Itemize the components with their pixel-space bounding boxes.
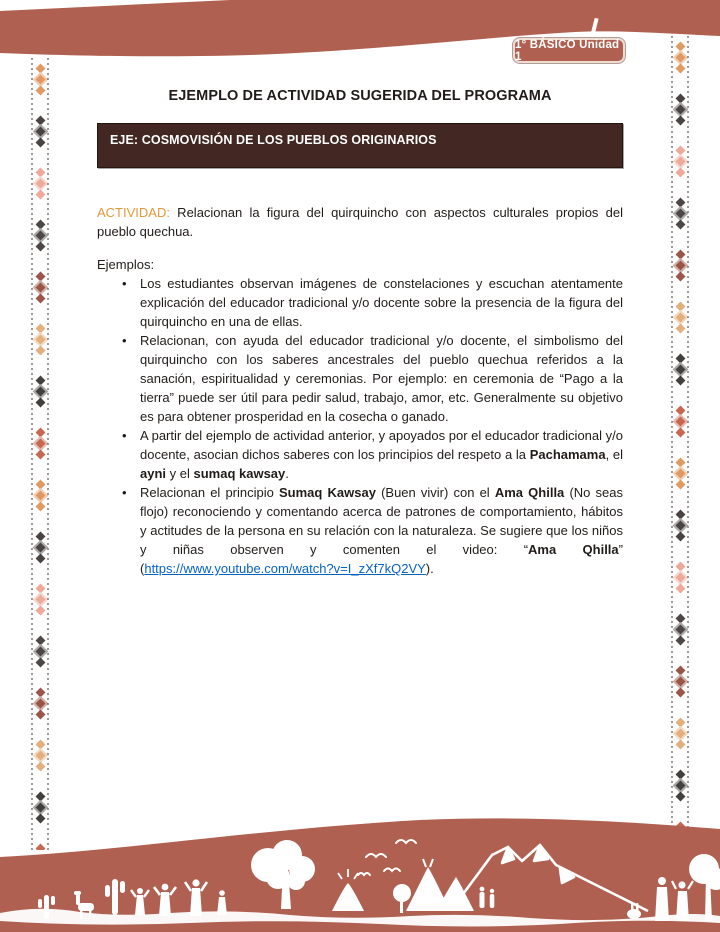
examples-heading: Ejemplos: bbox=[97, 257, 155, 272]
text-segment: . bbox=[285, 466, 289, 481]
diamond-motif-icon bbox=[671, 296, 689, 348]
text-segment: (No seas flojo) reconociendo y comentando acerca de patrones de comportamiento, hábitos y actitudes de la persona en su relación con la naturaleza. Se sugiere que los niños y niñas observen y comenten el video: “ bbox=[140, 485, 623, 557]
diamond-motif-icon bbox=[31, 526, 49, 578]
diamond-motif-icon bbox=[31, 422, 49, 474]
diamond-motif-icon bbox=[671, 400, 689, 452]
diamond-motif-icon bbox=[671, 764, 689, 816]
text-segment: ” ( bbox=[140, 542, 623, 576]
list-item bbox=[140, 274, 623, 331]
text-segment: Ama Qhilla bbox=[528, 542, 619, 557]
examples-list bbox=[97, 274, 623, 578]
diamond-motif-icon bbox=[31, 630, 49, 682]
text-segment: y el bbox=[166, 466, 194, 481]
text-segment: Ama Qhilla bbox=[494, 485, 565, 500]
text-segment: (Buen vivir) con el bbox=[375, 485, 495, 500]
text-segment: ayni bbox=[140, 466, 167, 481]
youtube-link[interactable]: https://www.youtube.com/watch?v=I_zXf7kQ2VY bbox=[144, 561, 426, 576]
diamond-motif-icon bbox=[31, 110, 49, 162]
text-segment: Pachamama bbox=[529, 447, 606, 462]
activity-text: Relacionan la figura del quirquincho con aspectos culturales propios del pueblo quechua. bbox=[97, 205, 623, 239]
diamond-motif-icon bbox=[671, 88, 689, 140]
text-segment: Sumaq Kawsay bbox=[279, 485, 376, 500]
diamond-motif-icon bbox=[671, 36, 689, 88]
diamond-motif-icon bbox=[31, 682, 49, 734]
diamond-motif-icon bbox=[671, 452, 689, 504]
andean-pattern-border-left bbox=[31, 58, 49, 850]
diamond-motif-icon bbox=[671, 712, 689, 764]
diamond-motif-icon bbox=[31, 162, 49, 214]
diamond-motif-icon bbox=[31, 214, 49, 266]
list-item bbox=[140, 426, 623, 483]
diamond-motif-icon bbox=[671, 556, 689, 608]
page-title: EJEMPLO DE ACTIVIDAD SUGERIDA DEL PROGRAMA bbox=[168, 88, 552, 104]
andean-pattern-border-right bbox=[671, 36, 689, 836]
diamond-motif-icon bbox=[31, 474, 49, 526]
diamond-motif-icon bbox=[31, 578, 49, 630]
footer-landscape-illustration bbox=[0, 817, 720, 932]
diamond-motif-icon bbox=[671, 244, 689, 296]
diamond-motif-icon bbox=[671, 140, 689, 192]
list-item bbox=[140, 331, 623, 426]
diamond-motif-icon bbox=[671, 504, 689, 556]
text-segment: Los estudiantes observan imágenes de constelaciones y escuchan atentamente explicación del educador tradicional y/o docente sobre la presencia de la figura del quirquincho en una de ellas. bbox=[140, 276, 623, 329]
text-segment: ). bbox=[425, 561, 434, 576]
diamond-motif-icon bbox=[31, 370, 49, 422]
diamond-motif-icon bbox=[671, 348, 689, 400]
diamond-motif-icon bbox=[31, 734, 49, 786]
diamond-motif-icon bbox=[31, 318, 49, 370]
activity-paragraph bbox=[97, 203, 623, 241]
text-segment: sumaq kawsay bbox=[193, 466, 286, 481]
diamond-motif-icon bbox=[671, 608, 689, 660]
text-segment: , el bbox=[605, 447, 624, 462]
text-segment: A partir del ejemplo de actividad anterior, y apoyados por el educador tradicional y/o docente, asocian dichos saberes con los principios del respeto a la bbox=[140, 428, 623, 462]
document-body bbox=[97, 86, 623, 578]
text-segment: Relacionan el principio bbox=[140, 485, 280, 500]
activity-label: ACTIVIDAD: bbox=[97, 205, 170, 220]
unit-badge: 1° BÁSICO Unidad 1 bbox=[513, 38, 625, 63]
text-segment: Relacionan, con ayuda del educador tradicional y/o docente, el simbolismo del quirquincho con los saberes ancestrales del pueblo quechua referidos a la sanación, espiritualidad y ceremonias. Por ejemplo: en ceremonia de “Pago a la tierra” puede ser útil para pedir salud, trabajo, amor, etc. Generalmente su objetivo es para obtener prosperidad en la cosecha o ganado. bbox=[140, 333, 623, 424]
diamond-motif-icon bbox=[671, 192, 689, 244]
diamond-motif-icon bbox=[31, 266, 49, 318]
diamond-motif-icon bbox=[31, 58, 49, 110]
eje-banner: EJE: COSMOVISIÓN DE LOS PUEBLOS ORIGINARIOS bbox=[97, 123, 623, 168]
diamond-motif-icon bbox=[671, 660, 689, 712]
list-item bbox=[140, 483, 623, 578]
